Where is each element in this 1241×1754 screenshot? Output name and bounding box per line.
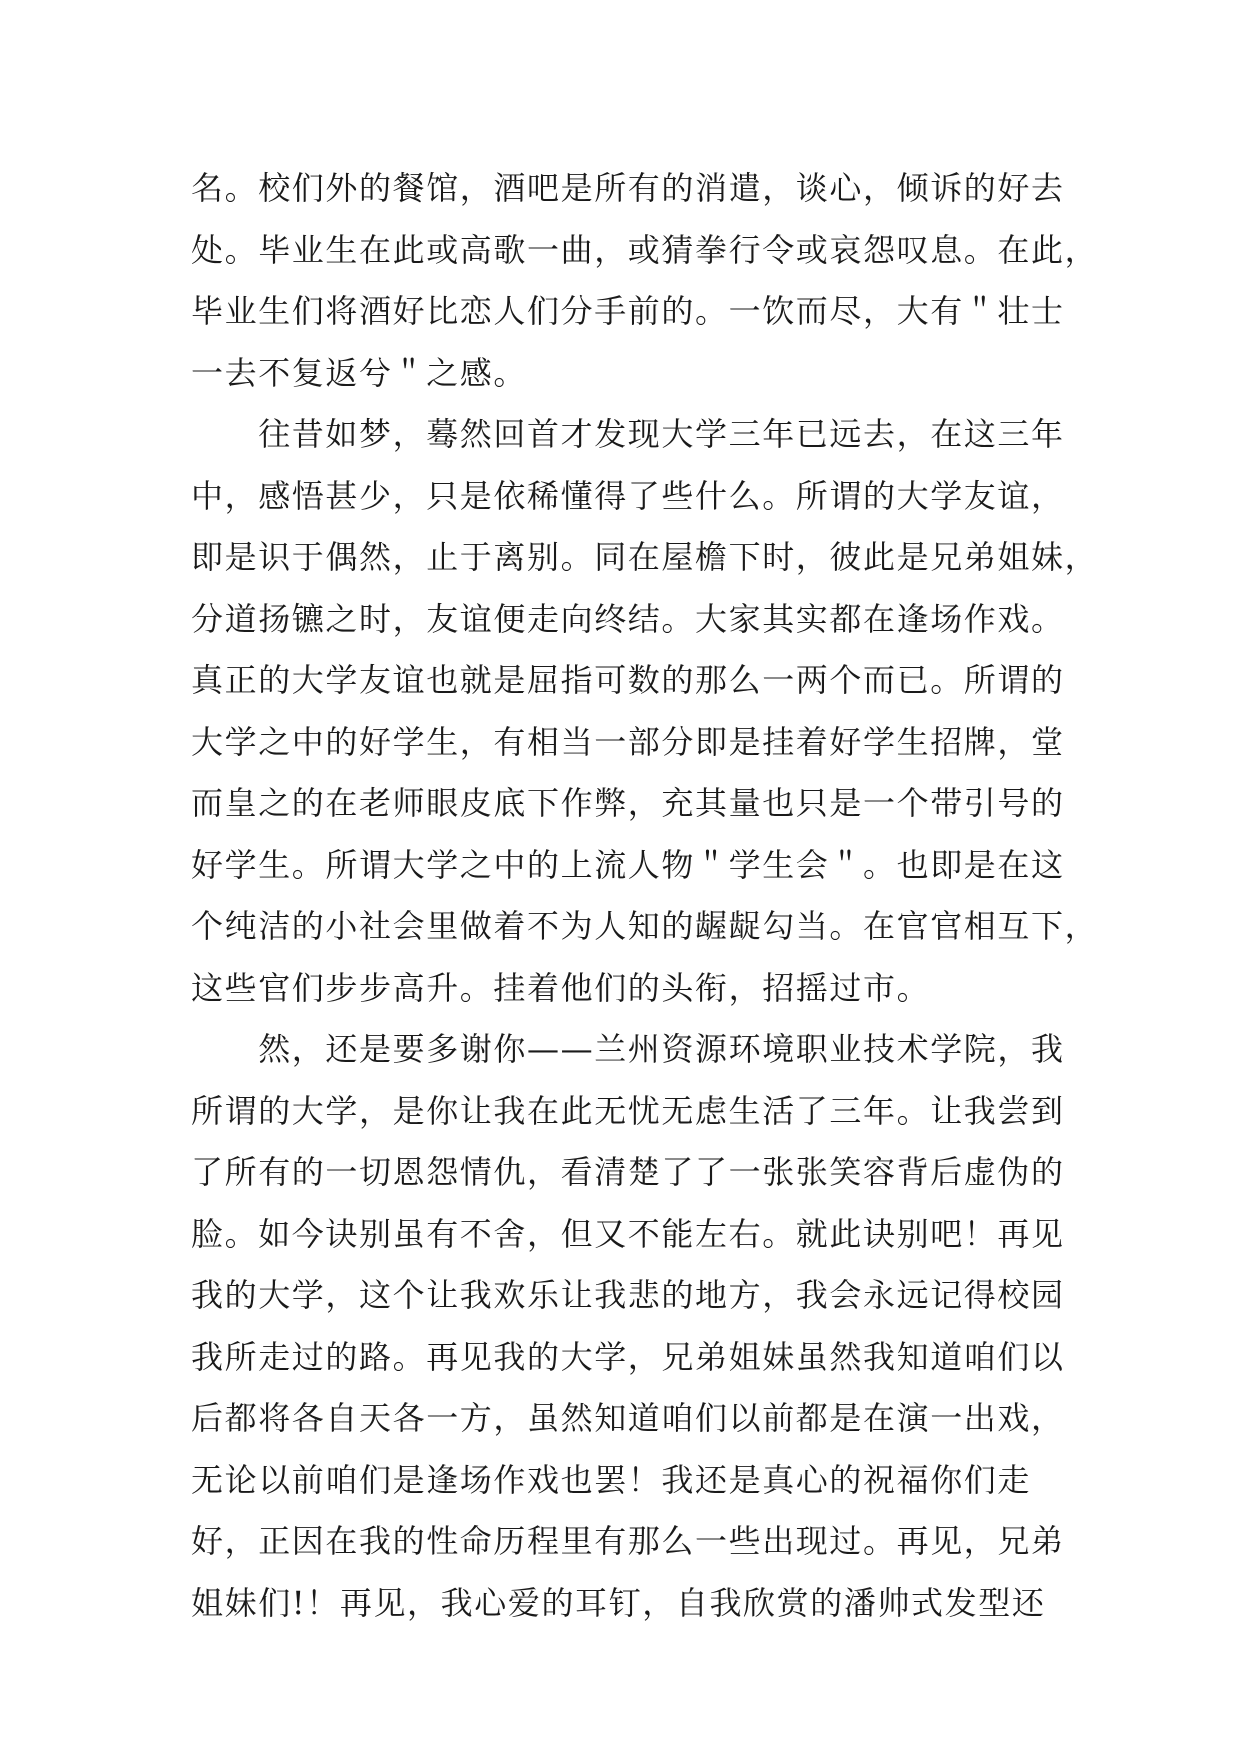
- text-line: 所谓的大学，是你让我在此无忧无虑生活了三年。让我尝到: [191, 1091, 1065, 1130]
- text-line: 好学生。所谓大学之中的上流人物＂学生会＂。也即是在这: [191, 845, 1065, 884]
- text-line: 分道扬镳之时，友谊便走向终结。大家其实都在逢场作戏。: [191, 599, 1065, 638]
- body-text: [191, 158, 1099, 1634]
- text-line: 真正的大学友谊也就是屈指可数的那么一两个而已。所谓的: [191, 661, 1065, 699]
- text-line: 好，正因在我的性命历程里有那么一些出现过。再见，兄弟: [191, 1522, 1065, 1560]
- text-line: 而皇之的在老师眼皮底下作弊，充其量也只是一个带引号的: [191, 784, 1065, 822]
- paragraph-start-line: 然，还是要多谢你——兰州资源环境职业技术学院，我: [191, 1030, 1065, 1068]
- paragraph-start-line: 往昔如梦，蓦然回首才发现大学三年已远去，在这三年: [191, 415, 1065, 453]
- text-line: 名。校们外的餐馆，酒吧是所有的消遣，谈心，倾诉的好去: [191, 169, 1065, 207]
- text-line: 毕业生们将酒好比恋人们分手前的。一饮而尽，大有＂壮士: [191, 292, 1065, 330]
- text-line: 大学之中的好学生，有相当一部分即是挂着好学生招牌，堂: [191, 722, 1065, 761]
- text-line: 一去不复返兮＂之感。: [191, 353, 528, 392]
- text-line: 个纯洁的小社会里做着不为人知的龌龊勾当。在官官相互下，: [191, 907, 1099, 945]
- text-line: 无论以前咱们是逢场作戏也罢！我还是真心的祝福你们走: [191, 1460, 1032, 1499]
- text-line: 姐妹们!！再见，我心爱的耳钉，自我欣赏的潘帅式发型还: [191, 1583, 1046, 1622]
- text-line: 处。毕业生在此或高歌一曲，或猜拳行令或哀怨叹息。在此，: [191, 230, 1099, 269]
- text-line: 我的大学，这个让我欢乐让我悲的地方，我会永远记得校园: [191, 1276, 1065, 1314]
- text-line: 后都将各自天各一方，虽然知道咱们以前都是在演一出戏，: [191, 1399, 1065, 1437]
- text-line: 脸。如今诀别虽有不舍，但又不能左右。就此诀别吧！再见: [191, 1214, 1065, 1253]
- text-line: 这些官们步步高升。挂着他们的头衔，招摇过市。: [191, 968, 931, 1007]
- text-line: 我所走过的路。再见我的大学，兄弟姐妹虽然我知道咱们以: [191, 1337, 1065, 1376]
- text-line: 中，感悟甚少，只是依稀懂得了些什么。所谓的大学友谊，: [191, 476, 1065, 515]
- text-line: 即是识于偶然，止于离别。同在屋檐下时，彼此是兄弟姐妹，: [191, 538, 1099, 576]
- text-line: 了所有的一切恩怨情仇，看清楚了了一张张笑容背后虚伪的: [191, 1153, 1065, 1191]
